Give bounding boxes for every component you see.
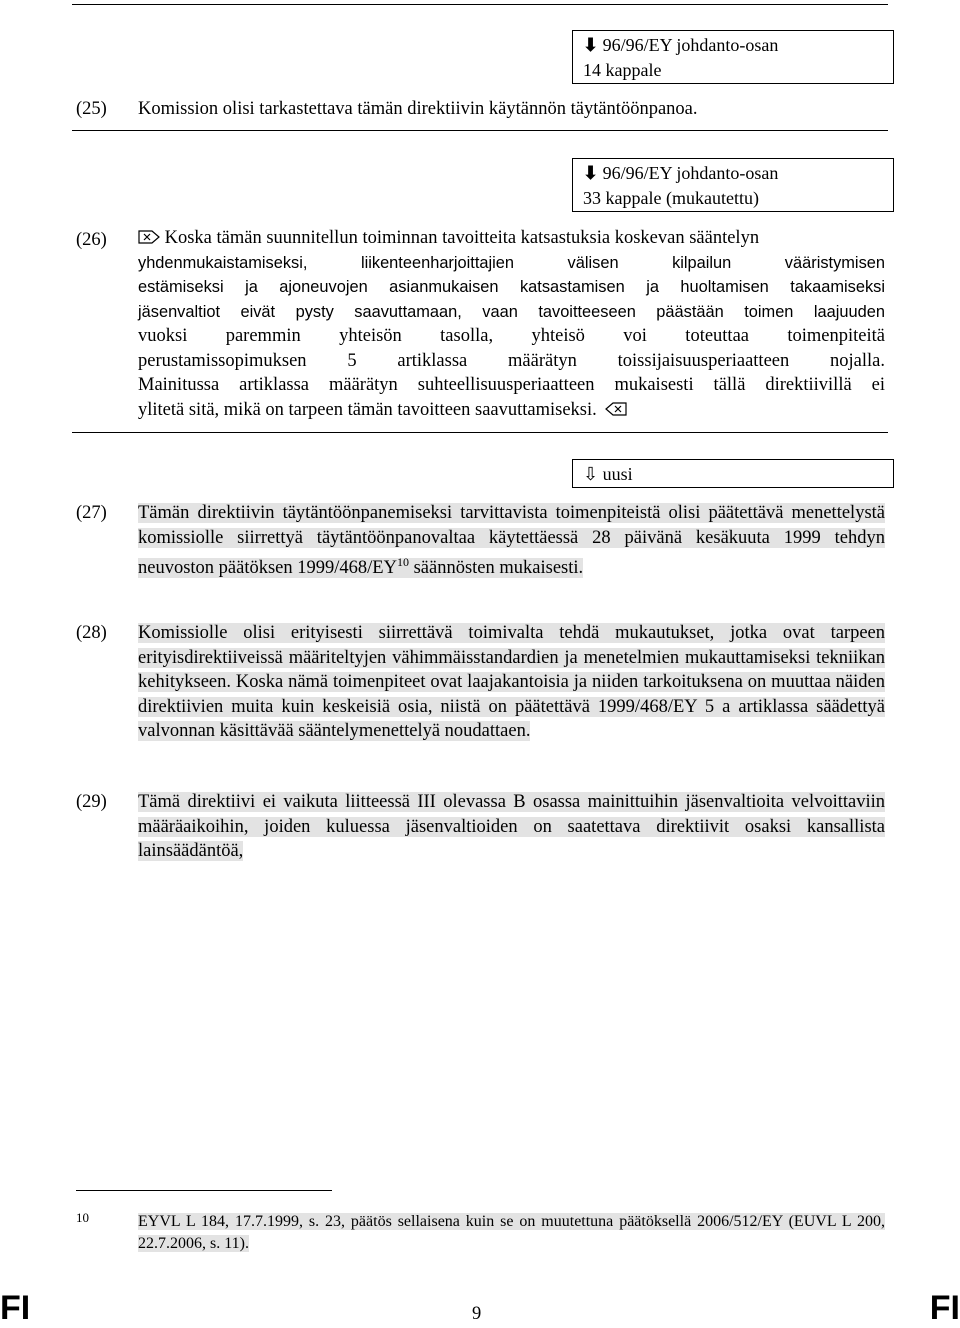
- recital-text-sans: jäsenvaltiot eivät pysty saavuttamaan, vaan tavoitteeseen päästään toimen laajuuden: [138, 302, 885, 321]
- footnote-separator: [76, 1190, 332, 1191]
- source-reference-box: [572, 30, 894, 84]
- footnote-reference[interactable]: 10: [396, 555, 409, 569]
- recital-text: [138, 501, 885, 581]
- recital-text-sans: estämiseksi ja ajoneuvojen asianmukaisen katsastamisen ja huoltamisen takaamiseksi: [138, 278, 885, 296]
- recital-text-serif: ylitetä sitä, mikä on tarpeen tämän tavoitteen saavuttamiseksi.: [138, 398, 885, 423]
- recital-number: (26): [76, 230, 107, 250]
- section-rule: [72, 130, 888, 131]
- recital-text-sans: yhdenmukaistamiseksi, liikenteenharjoittajien välisen kilpailun vääristymisen: [138, 253, 885, 272]
- source-line-2: 33 kappale (mukautettu): [583, 188, 759, 208]
- recital-text-serif: perustamissopimuksen 5 artiklassa määrätyn toissijaisuusperiaatteen nojalla.: [138, 350, 885, 371]
- delete-end-icon: [605, 402, 627, 416]
- recital-number: (27): [76, 503, 107, 523]
- footnote-text: [138, 1211, 885, 1255]
- recital-text: [138, 621, 885, 744]
- new-text-box: [572, 459, 894, 488]
- recital-text-serif: Mainitussa artiklassa määrätyn suhteellisuusperiaatteen mukaisesti tällä direktiivillä ei: [138, 375, 885, 395]
- recital-text-main: Tämän direktiivin täytäntöönpanemiseksi tarvittavista toimenpiteistä olisi päätettävä menettelystä komissiolle siirrettyä täytäntöönpanovaltaa käytettäessä 28 päivänä kesäkuuta 1999 tehdyn neuvoston päätöksen 1999/468/EY: [138, 503, 885, 579]
- arrow-down-icon: ⬇: [583, 163, 599, 183]
- recital-number: (25): [76, 99, 107, 119]
- source-line-2: 14 kappale: [583, 60, 662, 80]
- recital-number: (29): [76, 792, 107, 812]
- recital-text-content: Tämä direktiivi ei vaikuta liitteessä III olevassa B osassa mainittuihin jäsenvaltioita velvoittaviin määräaikoihin, joiden kuluessa jäsenvaltioiden on saatettava direktiivit osaksi kansallista lainsäädäntöä,: [138, 792, 885, 861]
- recital-text: [138, 790, 885, 864]
- source-line-1: 96/96/EY johdanto-osan: [602, 35, 779, 55]
- recital-text: Komission olisi tarkastettava tämän direktiivin käytännön täytäntöönpanoa.: [138, 99, 698, 119]
- arrow-down-icon: ⬇: [583, 35, 599, 55]
- recital-text-serif-start: Koska tämän suunnitellun toiminnan tavoitteita katsastuksia koskevan sääntelyn: [164, 228, 760, 248]
- top-rule: [72, 4, 888, 5]
- language-code-right: FI: [929, 1289, 960, 1327]
- recital-text-serif: vuoksi paremmin yhteisön tasolla, yhteisö voi toteuttaa toimenpiteitä: [138, 326, 885, 346]
- source-line-1: 96/96/EY johdanto-osan: [602, 163, 779, 183]
- footnote-number: 10: [76, 1210, 89, 1225]
- source-reference-box: [572, 158, 894, 212]
- footnote-text-content: EYVL L 184, 17.7.1999, s. 23, päätös sellaisena kuin se on muutettuna päätöksellä 2006/512/EY (EUVL L 200, 22.7.2006, s. 11).: [138, 1213, 885, 1252]
- page-number: 9: [472, 1304, 482, 1324]
- recital-text-end: säännösten mukaisesti.: [408, 558, 584, 579]
- outline-arrow-down-icon: ⇩: [583, 464, 599, 484]
- language-code-left: FI: [0, 1289, 31, 1327]
- section-rule: [72, 432, 888, 433]
- recital-text: [138, 226, 885, 422]
- recital-number: (28): [76, 623, 107, 643]
- new-label: uusi: [602, 464, 633, 484]
- recital-text-content: Komissiolle olisi erityisesti siirrettävä toimivalta tehdä mukautukset, jotka ovat tarpeen erityisdirektiiveissä määriteltyjen vähimmäisstandardien ja menetelmien mukauttamiseksi tekniikan kehitykseen. Koska nämä toimenpiteet ovat laajakantoisia ja niiden tarkoituksena on muuttaa näiden direktiivien muita kuin keskeisiä osia, niistä on päätettävä 1999/468/EY 5 a artiklassa säädettyä valvonnan käsittävää sääntelymenettelyä noudattaen.: [138, 623, 885, 741]
- delete-start-icon: [138, 230, 160, 244]
